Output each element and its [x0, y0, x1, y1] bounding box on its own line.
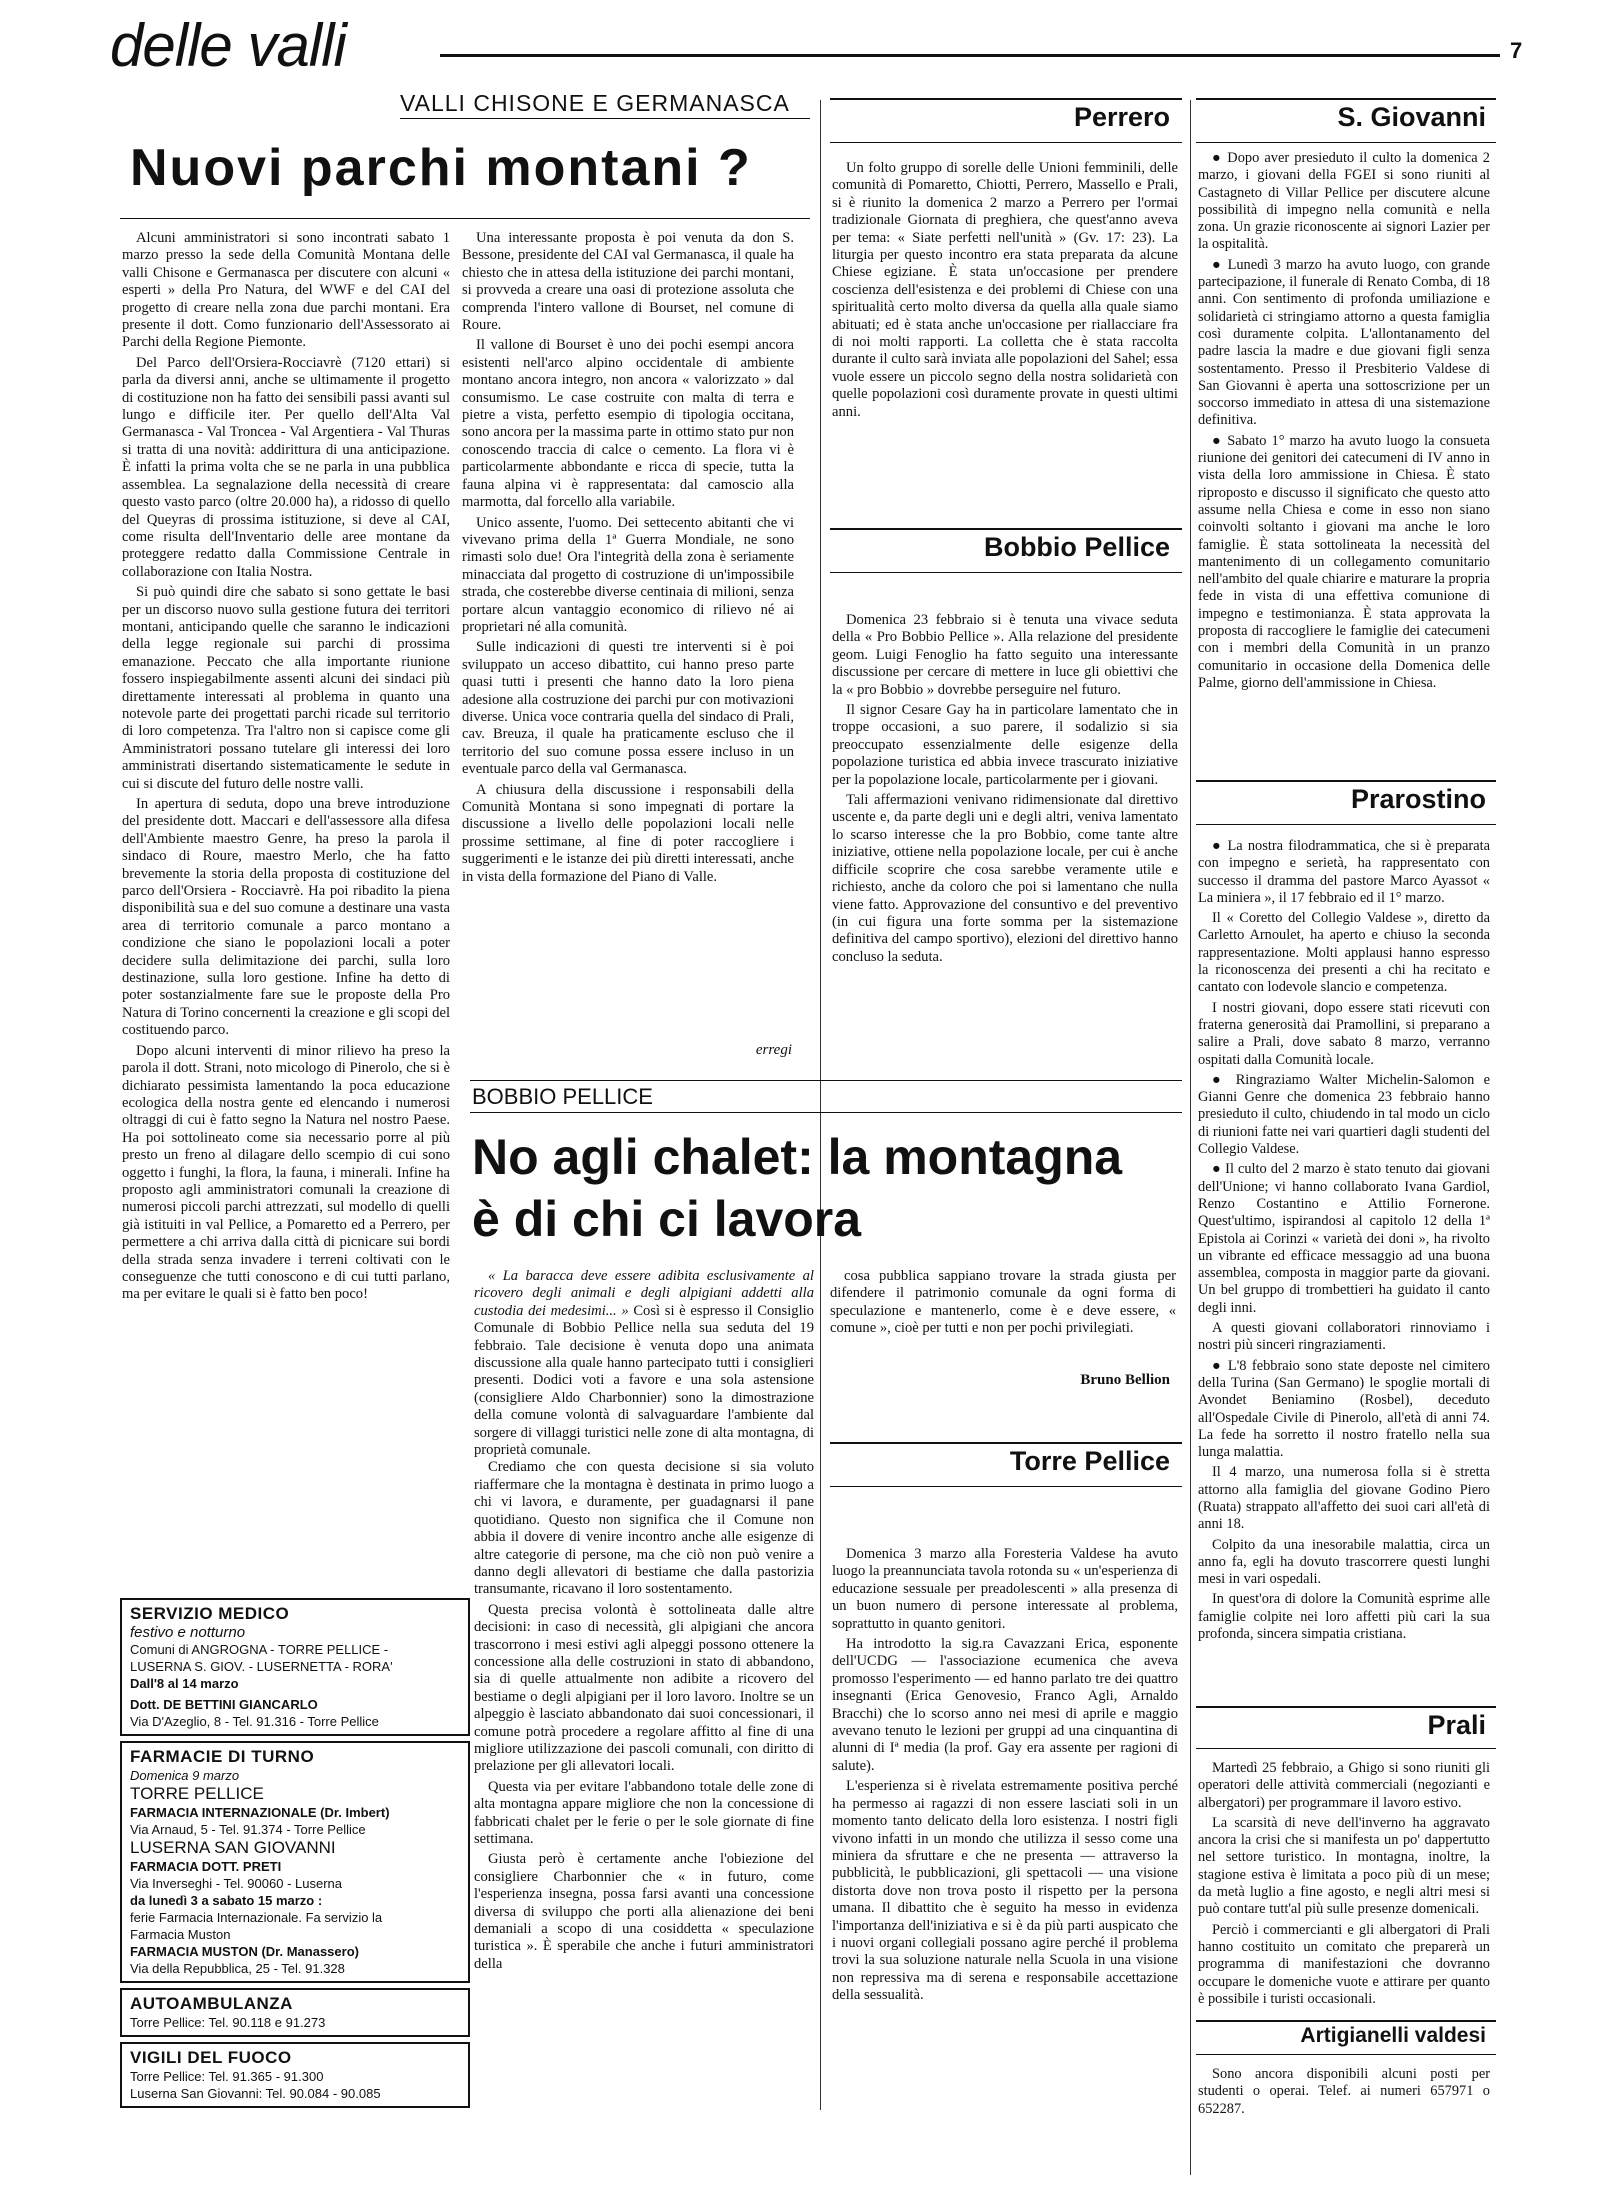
box-town: LUSERNA SAN GIOVANNI [130, 1838, 336, 1857]
article-headline: No agli chalet: la montagna [472, 1129, 1123, 1185]
paragraph: In quest'ora di dolore la Comunità esprime alle famiglie colpite nei loro affetti più cari la sua profonda, sincera simpatia cristiana. [1198, 1591, 1490, 1643]
services-panel [120, 1598, 470, 2113]
paragraph: Il signor Cesare Gay ha in particolare lamentato che in troppe occasioni, a suo parere, il sodalizio si sia preoccupato essenzialmente delle esigenze della popolazione turistica ed abbia invece trascurato iniziative per la popolazione locale, particolarmente per i giovani. [832, 702, 1178, 788]
section-body [832, 1546, 1178, 2008]
paragraph: In apertura di seduta, dopo una breve introduzione del presidente dott. Maccari e dell'assessore alla difesa dell'Ambiente maestro Genre, ha preso la parola il sindaco di Roure, maestro Merlo, che ha fatto brevemente la storia della proposta di costituzione del parco dell'Orsiera - Rocciavrè. Ha poi ribadito la piena disponibilità sua e del suo comune a destinare una vasta area di territorio comunale a parco montano a condizione che siano le popolazioni locali a poter decidere sulla delimitazione dei parchi, sulla loro destinazione, sulla loro gestione. Infine ha detto di poter sostanzialmente fare sue le proposte della Pro Natura di Torino concernenti la creazione e gli scopi del costituendo parco. [122, 796, 450, 1039]
medical-service-box [120, 1598, 470, 1736]
paragraph: Un folto gruppo di sorelle delle Unioni femminili, delle comunità di Pomaretto, Chiotti, Perrero, Massello e Prali, si è riunito la domenica 2 marzo a Perrero per l'ormai tradizionale Giornata di preghiera, che quest'anno aveva per tema: « Siate perfetti nell'unità » (Gv. 17: 23). La liturgia per questo incontro era stata preparata da alcune Chiese egiziane. È stata un'occasione per prendere coscienza dell'esistenza e dei problemi di Chiese con una spiritualità certo molto diversa da quella alla quale siamo abituati; ed è stata anche un'occasione per riallacciare fra di noi molti rapporti. La colletta che è stata raccolta durante il culto sarà inviata alle popolazioni del Sahel; essa vuole essere un piccolo segno della nostra solidarietà con quelle popolazioni così duramente provate in questi ultimi anni. [832, 160, 1178, 420]
pharmacy-name: FARMACIA MUSTON (Dr. Manassero) [130, 1944, 359, 1959]
article-body-text: Così si è espresso il Consiglio Comunale di Bobbio Pellice nella sua seduta del 19 febbraio. Tale decisione è venuta dopo una animata discussione alla quale hanno partecipato tutti i consiglieri presenti. Dodici voti a favore e una sola astensione (consigliere Aldo Charbonnier) sono la dimostrazione della comune volontà di salvaguardare l'ambiente dal sorgere di villaggi turistici nelle zone di alta montagna, di proprietà comunale. [474, 1302, 814, 1459]
article-signature: erregi [755, 1042, 792, 1058]
box-note-title: da lunedì 3 a sabato 15 marzo : [130, 1893, 323, 1908]
section-rule [1196, 142, 1496, 143]
kicker-rule [470, 1080, 1182, 1081]
section-rule [1196, 98, 1496, 100]
pharmacy-name: FARMACIA DOTT. PRETI [130, 1859, 282, 1874]
section-title: Perrero [1073, 102, 1170, 132]
box-line: Luserna San Giovanni: Tel. 90.084 - 90.085 [130, 2086, 381, 2101]
paragraph: Questa precisa volontà è sottolineata dalle altre decisioni: in caso di necessità, gli alpigiani che ancora trascorrono i mesi estivi agli alpeggi possono ottenere la concessione alla delle costruzioni in stato di abbandono, sia di quelle attualmente non adibite a ricovero del bestiame o degli alpigiani per il loro lavoro. Inoltre se un alpeggio è lasciato abbandonato dai suoi concessionari, il comune potrà procedere a regolare affitto al fine di una migliore utilizzazione dei pascoli comunali, con diritto di prelazione per gli allevatori locali. [474, 1601, 814, 1775]
pharmacy-name: FARMACIA INTERNAZIONALE (Dr. Imbert) [130, 1805, 390, 1820]
paragraph: ● Dopo aver presieduto il culto la domenica 2 marzo, i giovani della FGEI si sono riuniti al Castagneto di Villar Pellice per discutere alcune possibilità di impegno nella comunità e nella zona. Un grazie riconoscente ai signori Lazier per la ospitalità. [1198, 150, 1490, 253]
article-body-column [830, 1268, 1176, 1341]
paragraph: Domenica 3 marzo alla Foresteria Valdese ha avuto luogo la preannunciata tavola rotonda su « un'esperienza di educazione sessuale per preadolescenti » alla presenza di un buon numero di persone interessate al problema, soprattutto in quanto genitori. [832, 1546, 1178, 1632]
section-title: Prali [1427, 1710, 1486, 1740]
section-rule [830, 572, 1182, 573]
section-rule [1196, 1748, 1496, 1749]
paragraph: Tali affermazioni venivano ridimensionate dal direttivo uscente e, da parte degli uni e degli altri, veniva lamentato lo scarso interesse che la pro Bobbio, come tante altre iniziative, ottiene nella popolazione locale, per cui è anche difficile scoprire che cosa sarebbe veramente utile e richiesto, anche da coloro che poi si lamentano che nulla viene fatto. Approvazione del consuntivo e del preventivo (in cui figura una forte somma per la sistemazione definitiva del campo sportivo), elezioni del direttivo hanno concluso la seduta. [832, 792, 1178, 965]
box-date: Dall'8 al 14 marzo [130, 1676, 239, 1691]
paragraph: A questi giovani collaboratori rinnoviamo i nostri più sinceri ringraziamenti. [1198, 1320, 1490, 1354]
section-title: S. Giovanni [1337, 102, 1486, 132]
article-kicker: BOBBIO PELLICE [472, 1084, 653, 1109]
section-body [1198, 2066, 1490, 2121]
paragraph: A chiusura della discussione i responsabili della Comunità Montana si sono impegnati di portare la discussione a livello delle popolazioni locali nelle prossime settimane, al fine di poter raccogliere i suggerimenti e le istanze dei più diretti interessati, anche in vista della formazione del Piano di Valle. [462, 781, 794, 885]
box-doctor: Dott. DE BETTINI GIANCARLO [130, 1697, 318, 1712]
paragraph: Unico assente, l'uomo. Dei settecento abitanti che vi vivevano prima della 1ª Guerra Mondiale, ne sono rimasti solo due! Ora l'integrità della zona è seriamente minacciata dal progetto di costruzione di un'impossibile strada, che costerebbe diverse centinaia di milioni, senza portare alcun vantaggio economico di rilievo né ai proprietari né alla comunità. [462, 514, 794, 635]
paragraph: Sulle indicazioni di questi tre interventi si è poi sviluppato un acceso dibattito, cui hanno preso parte quasi tutti i presenti che hanno dato la loro piena adesione alla costruzione dei parchi pur con motivazioni diverse. Unica voce contraria quella del sindaco di Prali, cav. Breuza, il quale ha praticamente escluso che il territorio del suo comune possa essere incluso in un eventuale parco della val Germanasca. [462, 639, 794, 778]
section-title: Prarostino [1350, 784, 1486, 814]
paragraph: Del Parco dell'Orsiera-Rocciavrè (7120 ettari) si parla da diversi anni, anche se ultimamente il progetto di costituzione non ha fatto dei sensibili passi avanti sul lungo e difficile iter. Per quello dell'Alta Val Germanasca - Val Troncea - Val Argentiera - Val Thuras si tratta di una novità: addirittura di una anticipazione. È infatti la prima volta che se ne parla in una pubblica assemblea. La segnalazione della necessità di creare questo vasto parco (oltre 20.000 ha), a ridosso di quello del Queyras di prossima istituzione, si deve al CAI, come risulta dell'Inventario delle aree montane da proteggere redatto dalla Commissione Centrale in collaborazione con Italia Nostra. [122, 354, 450, 580]
kicker-rule [470, 1112, 1182, 1113]
paragraph: Il vallone di Bourset è uno dei pochi esempi ancora esistenti nell'arco alpino occidentale di ambiente montano ancora integro, non ancora « valorizzato » dal consumismo. Le case costruite con malta di terra e pietre a vista, perfetto esempio di tipologia occitana, sono ancora per la massima parte in ottimo stato pur non conoscendo traccia di calce o cemento. La flora vi è particolarmente abbondante e ricca di specie, tutta la fauna alpina vi è rappresentata: dal camoscio alla marmotta, dal forcello alla variabile. [462, 337, 794, 511]
paragraph: Colpito da una inesorabile malattia, circa un anno fa, egli ha dovuto trascorrere questi lunghi mesi in vari ospedali. [1198, 1536, 1490, 1588]
page-number: 7 [1510, 38, 1523, 63]
headline-rule [120, 218, 810, 219]
paragraph: Questa via per evitare l'abbandono totale delle zone di alta montagna appare migliore che non la concessione di fabbricati chalet per le ferie o per le sole giornate di fine settimana. [474, 1778, 814, 1847]
section-rule [830, 1442, 1182, 1444]
paragraph: ● L'8 febbraio sono state deposte nel cimitero della Turina (San Germano) le spoglie mortali di Avondet Beniamino (Rosbel), deceduto all'Ospedale Civile di Pinerolo, all'età di anni 74. La fede ha sorretto il nostro fratello nella sua lunga malattia. [1198, 1357, 1490, 1461]
section-title: Torre Pellice [1009, 1446, 1170, 1476]
article-body-column [462, 230, 794, 889]
section-title: Artigianelli valdesi [1300, 2024, 1486, 2047]
paragraph: Perciò i commercianti e gli albergatori di Prali hanno costituito un comitato che preparerà un programma di manifestazioni che dovranno occupare le domeniche vuote e attirare per quanto è possibile i turisti occasionali. [1198, 1921, 1490, 2007]
region-underline [400, 118, 810, 119]
box-title: SERVIZIO MEDICO [130, 1604, 290, 1623]
box-line: Comuni di ANGROGNA - TORRE PELLICE - [130, 1642, 389, 1657]
paragraph: ● Lunedì 3 marzo ha avuto luogo, con grande partecipazione, il funerale di Renato Comba, di 18 anni. Con sentimento di profonda umiliazione e solidarietà ci stringiamo attorno a questa famiglia così duramente colpita. L'allontanamento del padre lascia la madre e due giovani figli senza sostentamento. Presso il Presbiterio Valdese di San Giovanni è aperta una sottoscrizione per un soccorso immediato in attesa di una sistemazione definitiva. [1198, 256, 1490, 429]
paragraph: Il « Coretto del Collegio Valdese », diretto da Carletto Arnoulet, ha aperto e chiuso la seconda rappresentazione. Molti applausi hanno espresso la riconoscenza dei presenti a chi ha recitato e cantato con lodevole slancio e competenza. [1198, 910, 1490, 996]
box-date: Domenica 9 marzo [130, 1768, 240, 1783]
paragraph: La scarsità di neve dell'inverno ha aggravato ancora la crisi che si manifesta un po' dappertutto nel settore turistico. In montagna, inoltre, la stagione estiva è limitata a poco più di un mese; da metà luglio a fine agosto, e negli altri mesi si può contare tutt'al più sulle presenze domenicali. [1198, 1814, 1490, 1918]
paragraph: Il 4 marzo, una numerosa folla si è stretta attorno alla famiglia del giovane Godino Piero (Ruata) strappato all'affetto dei suoi cari all'età di anni 18. [1198, 1464, 1490, 1533]
section-body [832, 612, 1178, 969]
section-body [1198, 150, 1490, 695]
paragraph: ● Sabato 1° marzo ha avuto luogo la consueta riunione dei genitori dei catecumeni di IV anno in vista della loro ammissione in Chiesa. È stato riproposto e discusso il significato che questo atto assume nella Chiesa e come in esso non siano coinvolti soltanto i giovani ma anche le loro famiglie. È stata sottolineata la necessità del mantenimento di un collegamento comunitario nell'ambito del quale chiarire e maturare la propria fede in vista di una effettiva comunione di impegno e testimonianza. È stata approvata la proposta di raccogliere le famiglie dei catecumeni con i membri della Comunità in un pranzo comunitario in occasione della Domenica delle Palme, giorno dell'ammissione in Chiesa. [1198, 432, 1490, 691]
box-line: Torre Pellice: Tel. 90.118 e 91.273 [130, 2015, 326, 2030]
article-headline: è di chi ci lavora [472, 1191, 862, 1247]
paragraph: ● Ringraziamo Walter Michelin-Salomon e Gianni Genre che domenica 23 febbraio hanno presieduto il culto, chiudendo in tal modo un ciclo di riunioni fatte nei vari quartieri dagli studenti del Collegio Valdese. [1198, 1071, 1490, 1158]
paragraph: Ha introdotto la sig.ra Cavazzani Erica, esponente dell'UCDG — l'associazione ecumenica che aveva promosso l'esperimento — ed hanno parlato tre dei quattro insegnanti (Erica Genovesio, Franco Agli, Arnaldo Bracchi) che lo scorso anno nei mesi di aprile e maggio avevano tenuto le lezioni per gruppi ad una cinquantina di alunni di Iª media (la prof. Gay era assente per ragioni di salute). [832, 1636, 1178, 1774]
box-town: TORRE PELLICE [130, 1784, 264, 1803]
section-rule [830, 98, 1182, 100]
pharmacy-box [120, 1741, 470, 1983]
paragraph: L'esperienza si è rivelata estremamente positiva perché ha permesso ai ragazzi di non essere lasciati soli in un momento tanto delicato della loro esistenza. I nostri figli vivono infatti in un mondo che utilizza il sesso come una miniera da sfruttare e che ne presenta — attraverso la pubblicità, le pubblicazioni, gli spettacoli — una visione distorta dove non trova posto il rispetto per la persona umana. Il dibattito che è seguito ha messo in evidenza l'importanza dell'iniziativa e si è da più parti auspicato che i nuovi organi collegiali possano agire perché il problema trovi la sua soluzione naturale nella Scuola in una visione non repressiva ma di serena e responsabile accettazione della sessualità. [832, 1778, 1178, 2004]
paragraph: Giusta però è certamente anche l'obiezione del consigliere Charbonnier che « in futuro, come l'esperienza insegna, possa farsi avanti una concessione diversa di sviluppo che porti alla alienazione dei beni demaniali a scopo di una cosiddetta « speculazione turistica ». È sperabile che anche i futuri amministratori della [474, 1851, 814, 1972]
ambulance-box [120, 1988, 470, 2037]
section-body [1198, 1760, 1490, 2011]
paragraph: Martedì 25 febbraio, a Ghigo si sono riuniti gli operatori delle attività commerciali (negozianti e albergatori) per programmare il lavoro estivo. [1198, 1760, 1490, 1811]
article-body-column [474, 1268, 814, 1976]
section-body [1198, 838, 1490, 1646]
section-title: Bobbio Pellice [983, 532, 1170, 562]
paragraph: cosa pubblica sappiano trovare la strada giusta per difendere il patrimonio comunale da ogni forma di speculazione e mantenerlo, come è e deve essere, « comune », cioè per tutti e non per pochi privilegiati. [830, 1268, 1176, 1337]
box-title: FARMACIE DI TURNO [130, 1747, 315, 1766]
paragraph: Sono ancora disponibili alcuni posti per studenti o operai. Telef. ai numeri 657971 o 652287. [1198, 2066, 1490, 2117]
box-title: VIGILI DEL FUOCO [130, 2048, 292, 2067]
pharmacy-address: Via della Repubblica, 25 - Tel. 91.328 [130, 1961, 345, 1976]
article-headline: Nuovi parchi montani ? [130, 139, 752, 197]
article-signature: Bruno Bellion [1080, 1372, 1170, 1388]
section-rule [1196, 2020, 1496, 2022]
section-rule [830, 1486, 1182, 1487]
box-note: Farmacia Muston [130, 1927, 231, 1942]
box-note: ferie Farmacia Internazionale. Fa servizio la [130, 1910, 383, 1925]
paragraph: Domenica 23 febbraio si è tenuta una vivace seduta della « Pro Bobbio Pellice ». Alla relazione del presidente geom. Luigi Fenoglio ha fatto seguito una interessante discussione per cercare di mettere in luce gli obiettivi che la « pro Bobbio » dovrebbe perseguire nel futuro. [832, 612, 1178, 698]
paragraph: ● La nostra filodrammatica, che si è preparata con impegno e serietà, ha rappresentato con successo il dramma del pastore Marco Ayassot « La miniera », il 17 febbraio ed il 1° marzo. [1198, 838, 1490, 906]
pharmacy-address: Via Inverseghi - Tel. 90060 - Luserna [130, 1876, 342, 1891]
section-rule [1196, 824, 1496, 825]
box-line: LUSERNA S. GIOV. - LUSERNETTA - RORA' [130, 1659, 393, 1674]
paragraph: Alcuni amministratori si sono incontrati sabato 1 marzo presso la sede della Comunità Montana delle valli Chisone e Germanasca per discutere con alcuni « esperti » della Pro Natura, del WWF e del CAI del progetto di creare nella zona due parchi montani. Era presente il dott. Como funzionario dell'Assessorato ai Parchi della Regione Piemonte. [122, 230, 450, 351]
column-rule [1190, 100, 1191, 2175]
section-rule [1196, 780, 1496, 782]
masthead-rule [440, 54, 1500, 57]
paragraph: I nostri giovani, dopo essere stati ricevuti con fraterna generosità dai Pramollini, si preparano a salire a Prali, dove sabato 8 marzo, verranno ospitati dalla Comunità locale. [1198, 999, 1490, 1068]
box-address: Via D'Azeglio, 8 - Tel. 91.316 - Torre Pellice [130, 1714, 379, 1729]
box-line: Torre Pellice: Tel. 91.365 - 91.300 [130, 2069, 324, 2084]
masthead-title: delle valli [110, 12, 346, 79]
article-lead: « La baracca deve essere adibita esclusivamente al ricovero degli animali e degli alpigiani addetti alla custodia dei medesimi... » [474, 1268, 814, 1319]
box-title: AUTOAMBULANZA [130, 1994, 293, 2013]
paragraph: Una interessante proposta è poi venuta da don S. Bessone, presidente del CAI val Germanasca, il quale ha chiesto che in attesa della istituzione dei parchi montani, si provveda a creare una oasi di protezione assoluta che comprenda l'intero vallone di Bourset, nel comune di Roure. [462, 230, 794, 334]
section-body [832, 160, 1178, 424]
section-rule [830, 142, 1182, 143]
section-rule [1196, 2054, 1496, 2055]
box-subtitle: festivo e notturno [130, 1624, 246, 1641]
column-rule [820, 100, 821, 2110]
pharmacy-address: Via Arnaud, 5 - Tel. 91.374 - Torre Pellice [130, 1822, 366, 1837]
article-body-column [122, 230, 450, 1307]
paragraph: Dopo alcuni interventi di minor rilievo ha preso la parola il dott. Strani, noto micologo di Pinerolo, che si è dichiarato pessimista lamentando la poca educazione ecologica della nostra gente ed elencando i numerosi oltraggi di cui è fatto segno la Natura nel nostro Paese. Ha poi sottolineato come sia necessario porre al più presto un freno al dilagare dello scempio di cui sono oggetto i funghi, la flora, la fauna, i minerali. Infine ha proposto agli amministratori comunali la creazione di numerosi piccoli parchi attrezzati, sul modello di quelli già istituiti in val Pellice, a Pomaretto ed a Perrero, per permettere a chi arriva dalla città di picnicare sui bordi della strada senza invadere i terreni coltivati con le conseguenze che tutti conoscono e di cui tutti parlano, ma per evitare le quali si è fatto ben poco! [122, 1042, 450, 1303]
section-rule [1196, 1706, 1496, 1708]
section-rule [830, 528, 1182, 530]
paragraph: Crediamo che con questa decisione si sia voluto riaffermare che la montagna è destinata in primo luogo a chi vi lavora, e duramente, per guadagnarsi il pane quotidiano. Questo non significa che il Comune non abbia il dovere di venire incontro anche alle esigenze di altre categorie di persone, ma che ciò non può venire a danno degli allevatori di bestiame che dalla pastorizia transumante, ricavano il loro sostentamento. [474, 1459, 814, 1598]
fire-brigade-box [120, 2042, 470, 2108]
region-label: VALLI CHISONE E GERMANASCA [400, 90, 790, 116]
paragraph: Si può quindi dire che sabato si sono gettate le basi per un discorso nuovo sulla gestione futura dei territori montani, anticipando quelle che saranno le indicazioni della legge regionale sui parchi di prossima emanazione. Peccato che alla importante riunione fossero inspiegabilmente assenti alcuni dei sindaci più direttamente interessati al problema in quanto una notevole parte dei progettati parchi ricade sul territorio di loro competenza. Tra l'altro non si capisce come gli Amministratori possano tutelare gli interessi dei loro amministrati disertando sistematicamente le sedute in cui si discute del futuro delle nostre valli. [122, 584, 450, 792]
paragraph: ● Il culto del 2 marzo è stato tenuto dai giovani dell'Unione; vi hanno collaborato Ivana Gardiol, Renzo Costantino e Attilio Fornerone. Quest'ultimo, ispirandosi al capitolo 12 della 1ª Epistola ai Corinzi « varietà dei doni », ha rivolto un vibrante ed efficace messaggio ad una buona assemblea, composta in maggior parte da giovani. Un bel gruppo di trombettieri ha guidato il canto degli inni. [1198, 1161, 1490, 1316]
